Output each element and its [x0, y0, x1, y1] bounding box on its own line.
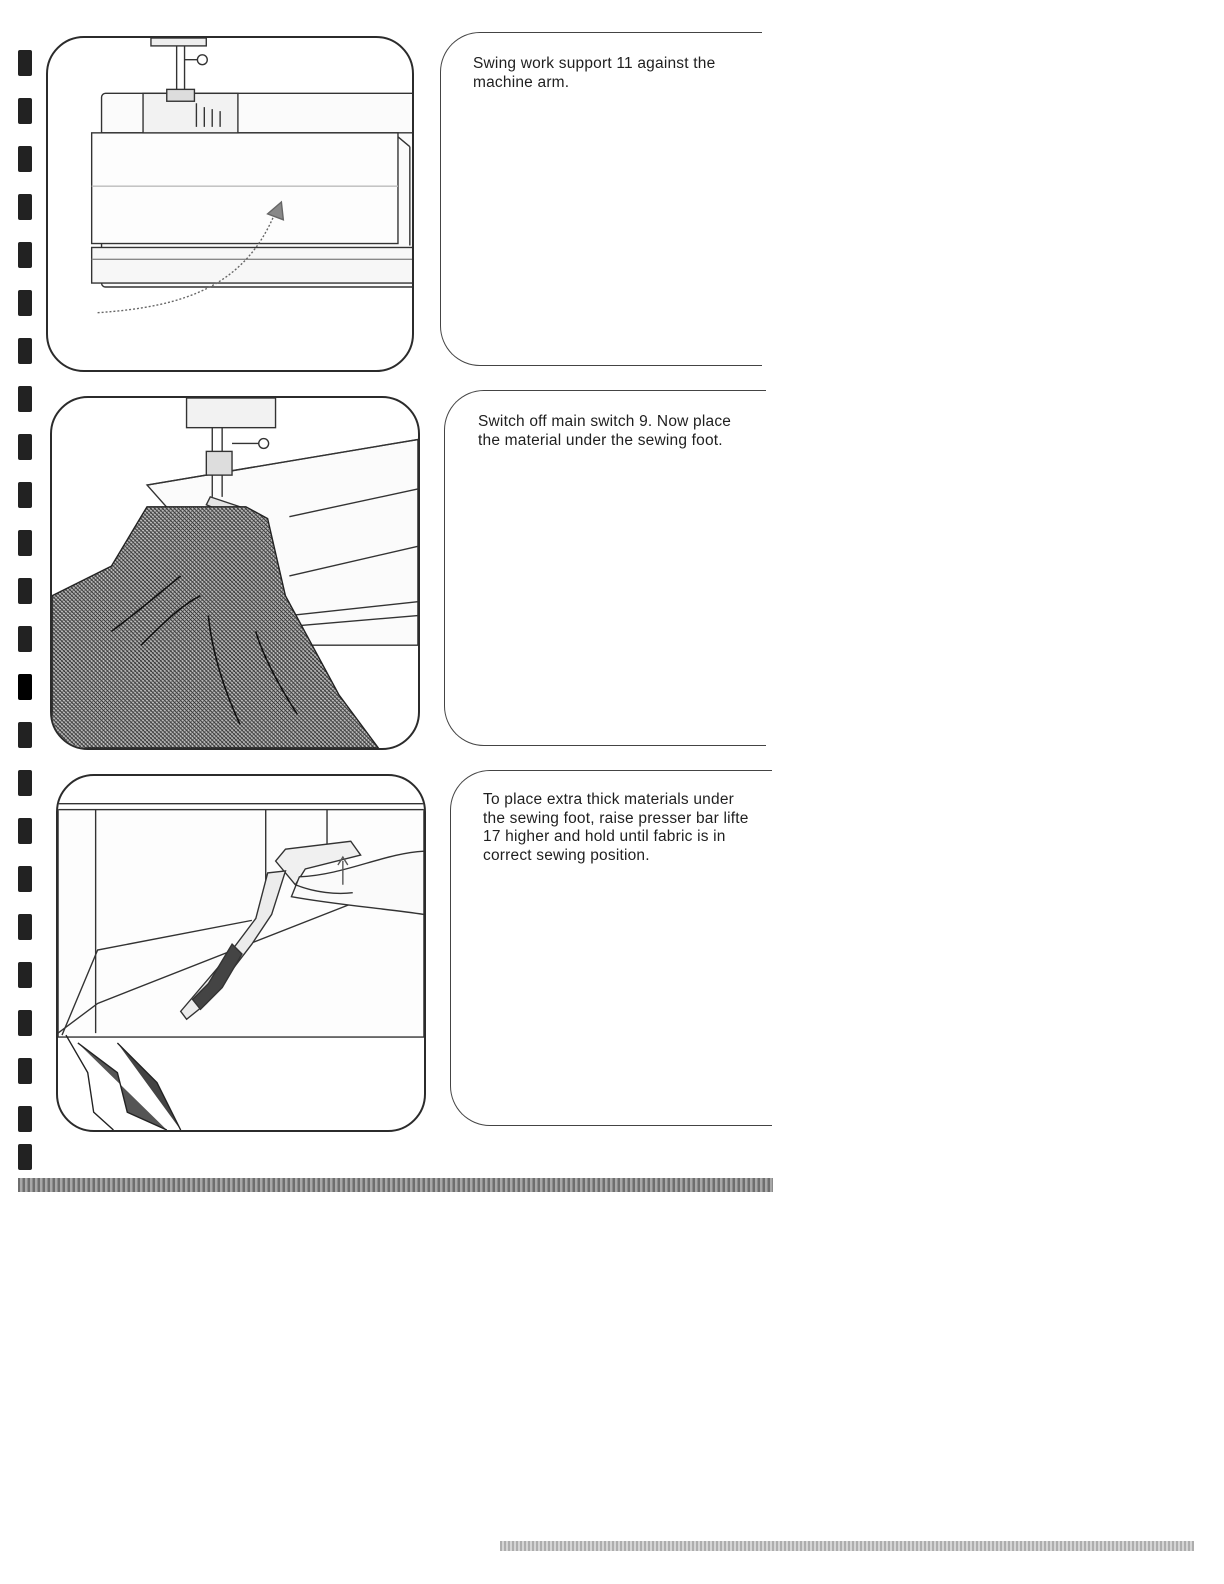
step-1-illustration [46, 36, 414, 372]
binding-hole [18, 578, 32, 604]
binding-hole [18, 674, 32, 700]
binding-hole [18, 1010, 32, 1036]
binding-hole [18, 770, 32, 796]
step-1-caption: Swing work support 11 against the machine arm. [473, 55, 716, 91]
sewing-machine-work-support-drawing [48, 38, 412, 370]
binding-hole [18, 1106, 32, 1132]
binding-hole [18, 146, 32, 172]
binding-hole [18, 242, 32, 268]
binding-hole [18, 914, 32, 940]
step-3-illustration [56, 774, 426, 1132]
binding-hole [18, 962, 32, 988]
step-2-illustration [50, 396, 420, 750]
binding-hole [18, 50, 32, 76]
binding-hole [18, 98, 32, 124]
spiral-binding [10, 40, 40, 1170]
binding-hole [18, 626, 32, 652]
binding-hole [18, 386, 32, 412]
binding-hole [18, 194, 32, 220]
step-2-caption: Switch off main switch 9. Now place the material under the sewing foot. [478, 413, 732, 449]
page-bottom-rule [18, 1178, 773, 1192]
step-3-text-frame [450, 770, 772, 1126]
step-1-text-frame [440, 32, 762, 366]
binding-hole [18, 338, 32, 364]
binding-hole [18, 434, 32, 460]
step-3-caption: To place extra thick materials under the sewing foot, raise presser bar lifte 17 higher and hold until fabric is in correct sewing position. [483, 791, 749, 864]
page-edge-shadow [500, 1541, 1194, 1551]
binding-hole [18, 290, 32, 316]
binding-hole [18, 818, 32, 844]
binding-hole [18, 866, 32, 892]
material-under-foot-drawing [52, 398, 418, 748]
binding-hole [18, 722, 32, 748]
step-2-text-frame [444, 390, 766, 746]
binding-hole [18, 482, 32, 508]
presser-bar-lifter-drawing [58, 776, 424, 1130]
binding-hole [18, 1144, 32, 1170]
binding-hole [18, 1058, 32, 1084]
binding-hole [18, 530, 32, 556]
